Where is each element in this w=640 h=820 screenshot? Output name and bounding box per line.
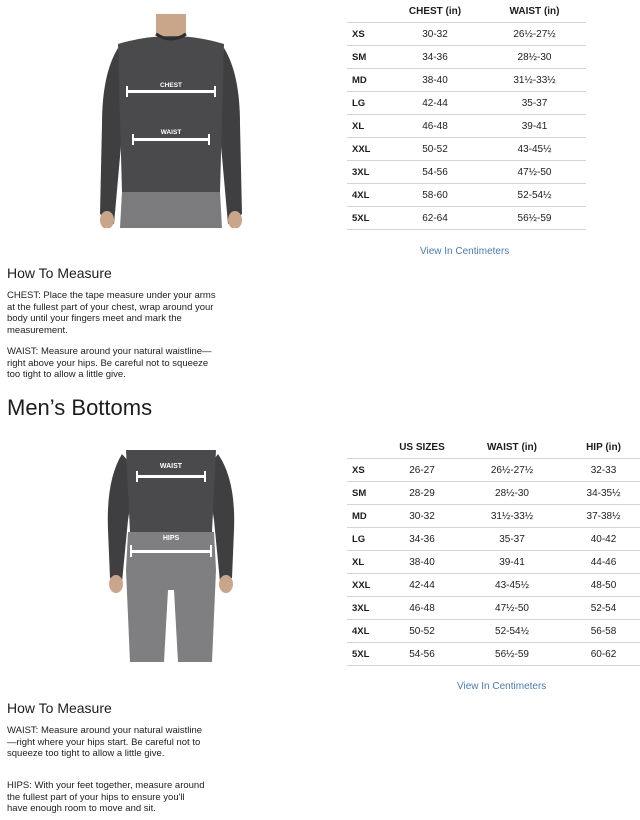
hip-cell: 37-38½ [567,505,640,528]
waist-cell: 47½-50 [483,161,586,184]
tops-size-table [347,0,586,230]
table-row [347,597,640,620]
size-cell: LG [347,528,387,551]
us-size-cell: 42-44 [387,574,457,597]
chest-cell: 62-64 [387,207,483,230]
tops-waist-instructions: WAIST: Measure around your natural waistline—right above your hips. Be careful not to squeeze too tight to allow a little give. [7,346,212,380]
waist-cell: 31½-33½ [457,505,567,528]
waist-cell: 35-37 [457,528,567,551]
chest-cell: 42-44 [387,92,483,115]
tops-view-centimeters-link[interactable]: View In Centimeters [420,246,510,257]
header-hip: HIP (in) [567,436,640,459]
tops-chest-instructions: CHEST: Place the tape measure under your arms at the fullest part of your chest, wrap around your body until your fingers meet and mark the measurement. [7,290,216,336]
waist-cell: 31½-33½ [483,69,586,92]
bottoms-section-title: Men’s Bottoms [7,395,153,420]
header-size [347,436,387,459]
size-cell: XS [347,23,387,46]
tops-how-to-measure-title: How To Measure [7,265,112,281]
waist-label: WAIST [160,129,182,136]
chest-cell: 34-36 [387,46,483,69]
table-row [347,459,640,482]
bottoms-waist-instructions: WAIST: Measure around your natural waistline—right where your hips start. Be careful not to squeeze too tight to allow a little give. [7,725,203,759]
us-size-cell: 34-36 [387,528,457,551]
us-size-cell: 54-56 [387,643,457,666]
waist-cell: 43-45½ [457,574,567,597]
hip-cell: 40-42 [567,528,640,551]
waist-cell: 52-54½ [457,620,567,643]
waist-cell: 43-45½ [483,138,586,161]
size-cell: SM [347,46,387,69]
bottoms-table-header [347,436,640,459]
hip-cell: 56-58 [567,620,640,643]
size-cell: LG [347,92,387,115]
table-row [347,138,586,161]
table-row [347,643,640,666]
waist-cell: 39-41 [483,115,586,138]
chest-label: CHEST [159,82,183,89]
hip-cell: 34-35½ [567,482,640,505]
size-cell: 3XL [347,597,387,620]
chest-cell: 58-60 [387,184,483,207]
table-row [347,207,586,230]
header-size [347,0,387,23]
chest-cell: 30-32 [387,23,483,46]
table-row [347,69,586,92]
waist-cell: 26½-27½ [457,459,567,482]
us-size-cell: 26-27 [387,459,457,482]
table-row [347,574,640,597]
hip-cell: 52-54 [567,597,640,620]
header-us-sizes: US SIZES [387,436,457,459]
size-cell: MD [347,505,387,528]
waist-cell: 56½-59 [457,643,567,666]
chest-cell: 38-40 [387,69,483,92]
size-cell: 4XL [347,184,387,207]
waist-cell: 28½-30 [483,46,586,69]
size-cell: 3XL [347,161,387,184]
waist-cell: 39-41 [457,551,567,574]
table-row [347,92,586,115]
us-size-cell: 46-48 [387,597,457,620]
header-waist: WAIST (in) [457,436,567,459]
hip-cell: 44-46 [567,551,640,574]
size-cell: 4XL [347,620,387,643]
bottoms-size-table [347,436,640,666]
table-row [347,46,586,69]
bottoms-how-to-measure-title: How To Measure [7,700,112,716]
size-cell: 5XL [347,643,387,666]
table-row [347,184,586,207]
table-row [347,482,640,505]
hip-cell: 60-62 [567,643,640,666]
bottoms-measurement-figure [96,450,322,662]
size-cell: XL [347,115,387,138]
us-size-cell: 30-32 [387,505,457,528]
hip-cell: 32-33 [567,459,640,482]
waist-cell: 52-54½ [483,184,586,207]
waist-cell: 28½-30 [457,482,567,505]
waist-cell: 56½-59 [483,207,586,230]
size-cell: XS [347,459,387,482]
chest-cell: 46-48 [387,115,483,138]
header-waist: WAIST (in) [483,0,586,23]
table-row [347,161,586,184]
table-row [347,505,640,528]
table-row [347,115,586,138]
bottoms-hips-instructions: HIPS: With your feet together, measure around the fullest part of your hips to ensure you'll have enough room to move and sit. [7,780,205,814]
size-cell: 5XL [347,207,387,230]
hip-cell: 48-50 [567,574,640,597]
header-chest: CHEST (in) [387,0,483,23]
size-cell: XL [347,551,387,574]
size-cell: SM [347,482,387,505]
chest-cell: 50-52 [387,138,483,161]
waist-cell: 26½-27½ [483,23,586,46]
bottoms-waist-label: WAIST [159,463,183,470]
size-cell: XXL [347,574,387,597]
size-cell: MD [347,69,387,92]
size-cell: XXL [347,138,387,161]
table-row [347,23,586,46]
hips-label: HIPS [162,535,180,542]
us-size-cell: 50-52 [387,620,457,643]
chest-cell: 54-56 [387,161,483,184]
waist-cell: 35-37 [483,92,586,115]
us-size-cell: 38-40 [387,551,457,574]
bottoms-view-centimeters-link[interactable]: View In Centimeters [457,681,547,692]
tops-table-header [347,0,586,23]
tops-measurement-figure [96,14,322,228]
table-row [347,528,640,551]
waist-cell: 47½-50 [457,597,567,620]
us-size-cell: 28-29 [387,482,457,505]
table-row [347,620,640,643]
table-row [347,551,640,574]
